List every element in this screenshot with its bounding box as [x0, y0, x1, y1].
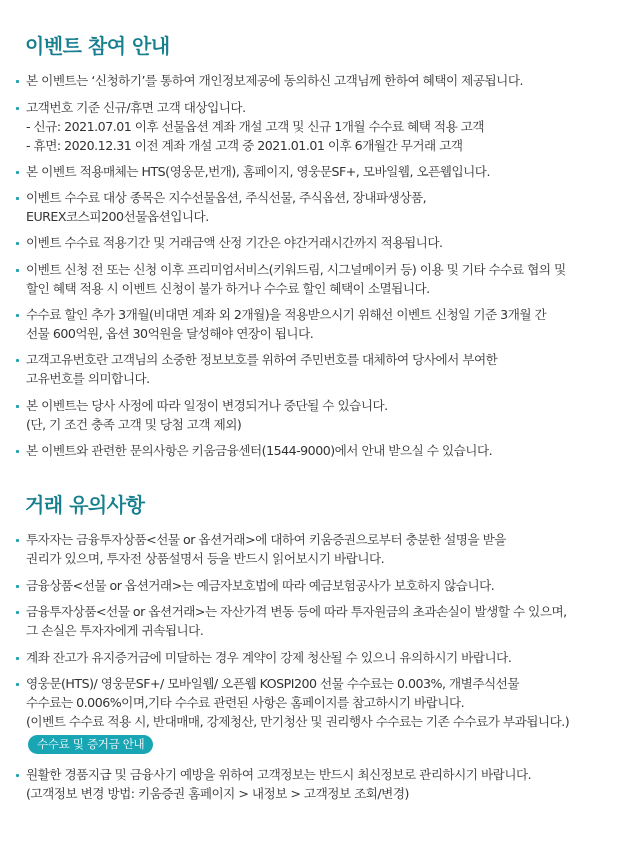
caution-section-title: 거래 유의사항 — [25, 493, 145, 517]
event-notice-item — [16, 350, 626, 388]
event-notice-item — [16, 441, 626, 460]
bullet-dot-icon — [16, 242, 19, 245]
bullet-dot-icon — [16, 539, 19, 542]
bullet-dot-icon — [16, 611, 19, 614]
notice-line: 원활한 경품지급 및 금융사기 예방을 위하여 고객정보는 반드시 최신정보로 관리하시기 바랍니다. — [26, 767, 532, 782]
caution-notice-item — [16, 765, 626, 803]
bullet-dot-icon — [16, 269, 19, 272]
event-notice-item — [16, 188, 626, 226]
notice-line: 영웅문(HTS)/ 영웅문SF+/ 모바일웹/ 오픈웹 KOSPI200 선물 수수료는 0.003%, 개별주식선물 — [26, 676, 520, 691]
bullet-dot-icon — [16, 359, 19, 362]
event-section-title: 이벤트 참여 안내 — [25, 34, 170, 58]
notice-line: 본 이벤트는 당사 사정에 따라 일정이 변경되거나 중단될 수 있습니다. — [26, 398, 388, 413]
notice-line: 수수료는 0.006%이며,기타 수수료 관련된 사항은 홈페이지를 참고하시기 바랍니다. — [26, 695, 465, 710]
notice-line: 금융상품<선물 or 옵션거래>는 예금자보호법에 따라 예금보험공사가 보호하지 않습니다. — [26, 578, 495, 593]
notice-line: 본 이벤트와 관련한 문의사항은 키움금융센터(1544-9000)에서 안내 받으실 수 있습니다. — [26, 443, 493, 458]
event-notice-item — [16, 396, 626, 434]
bullet-dot-icon — [16, 405, 19, 408]
notice-line: - 휴면: 2020.12.31 이전 계좌 개설 고객 중 2021.01.01 이후 6개월간 무거래 고객 — [26, 138, 463, 153]
notice-line: 고객고유번호란 고객님의 소중한 정보보호를 위하여 주민번호를 대체하여 당사에서 부여한 — [26, 352, 498, 367]
notice-line: 투자자는 금융투자상품<선물 or 옵션거래>에 대하여 키움증권으로부터 충분한 설명을 받을 — [26, 532, 506, 547]
bullet-dot-icon — [16, 314, 19, 317]
notice-line: 본 이벤트는 ‘신청하기’를 통하여 개인정보제공에 동의하신 고객님께 한하여 혜택이 제공됩니다. — [26, 73, 523, 88]
bullet-dot-icon — [16, 171, 19, 174]
notice-line: 권리가 있으며, 투자전 상품설명서 등을 반드시 읽어보시기 바랍니다. — [26, 551, 385, 566]
notice-line: EUREX코스피200선물옵션입니다. — [26, 209, 209, 224]
notice-line: (이벤트 수수료 적용 시, 반대매매, 강제청산, 만기청산 및 권리행사 수수료는 기존 수수료가 부과됩니다.) — [26, 714, 570, 729]
notice-line: 할인 혜택 적용 시 이벤트 신청이 불가 하거나 수수료 할인 혜택이 소멸됩니다. — [26, 281, 430, 296]
caution-notice-item — [16, 602, 626, 640]
event-notice-item — [16, 260, 626, 298]
notice-line: (고객정보 변경 방법: 키움증권 홈페이지 > 내정보 > 고객정보 조회/변경) — [26, 786, 409, 801]
notice-line: 금융투자상품<선물 or 옵션거래>는 자산가격 변동 등에 따라 투자원금의 초과손실이 발생할 수 있으며, — [26, 604, 567, 619]
event-notice-item — [16, 98, 626, 155]
notice-line: 고유번호를 의미합니다. — [26, 371, 150, 386]
bullet-dot-icon — [16, 80, 19, 83]
caution-notice-item — [16, 530, 626, 568]
event-notice-item — [16, 305, 626, 343]
notice-line: 수수료 할인 추가 3개월(비대면 계좌 외 2개월)을 적용받으시기 위해선 이벤트 신청일 기준 3개월 간 — [26, 307, 547, 322]
bullet-dot-icon — [16, 774, 19, 777]
event-notice-item — [16, 71, 626, 90]
bullet-dot-icon — [16, 197, 19, 200]
notice-line: 이벤트 수수료 적용기간 및 거래금액 산정 기간은 야간거래시간까지 적용됩니다. — [26, 235, 443, 250]
caution-notice-item — [16, 576, 626, 595]
event-notice-item — [16, 162, 626, 181]
notice-line: 이벤트 신청 전 또는 신청 이후 프리미엄서비스(키워드림, 시그널메이커 등) 이용 및 기타 수수료 협의 및 — [26, 262, 566, 277]
bullet-dot-icon — [16, 683, 19, 686]
notice-line: - 신규: 2021.07.01 이후 선물옵션 계좌 개설 고객 및 신규 1개월 수수료 혜택 적용 고객 — [26, 119, 485, 134]
notice-line: 본 이벤트 적용매체는 HTS(영웅문,번개), 홈페이지, 영웅문SF+, 모바일웹, 오픈웹입니다. — [26, 164, 490, 179]
caution-notice-item — [16, 648, 626, 667]
notice-line: 고객번호 기준 신규/휴면 고객 대상입니다. — [26, 100, 246, 115]
notice-line: 이벤트 수수료 대상 종목은 지수선물옵션, 주식선물, 주식옵션, 장내파생상품, — [26, 190, 427, 205]
notice-line: 그 손실은 투자자에게 귀속됩니다. — [26, 623, 204, 638]
notice-line: (단, 기 조건 충족 고객 및 당첨 고객 제외) — [26, 417, 242, 432]
notice-line: 선물 600억원, 옵션 30억원을 달성해야 연장이 됩니다. — [26, 326, 314, 341]
bullet-dot-icon — [16, 657, 19, 660]
bullet-dot-icon — [16, 450, 19, 453]
caution-notice-item — [16, 674, 626, 731]
notice-line: 계좌 잔고가 유지증거금에 미달하는 경우 계약이 강제 청산될 수 있으니 유의하시기 바랍니다. — [26, 650, 512, 665]
event-notice-item — [16, 233, 626, 252]
bullet-dot-icon — [16, 585, 19, 588]
bullet-dot-icon — [16, 107, 19, 110]
fee-margin-guide-button[interactable]: 수수료 및 증거금 안내 — [28, 735, 153, 754]
